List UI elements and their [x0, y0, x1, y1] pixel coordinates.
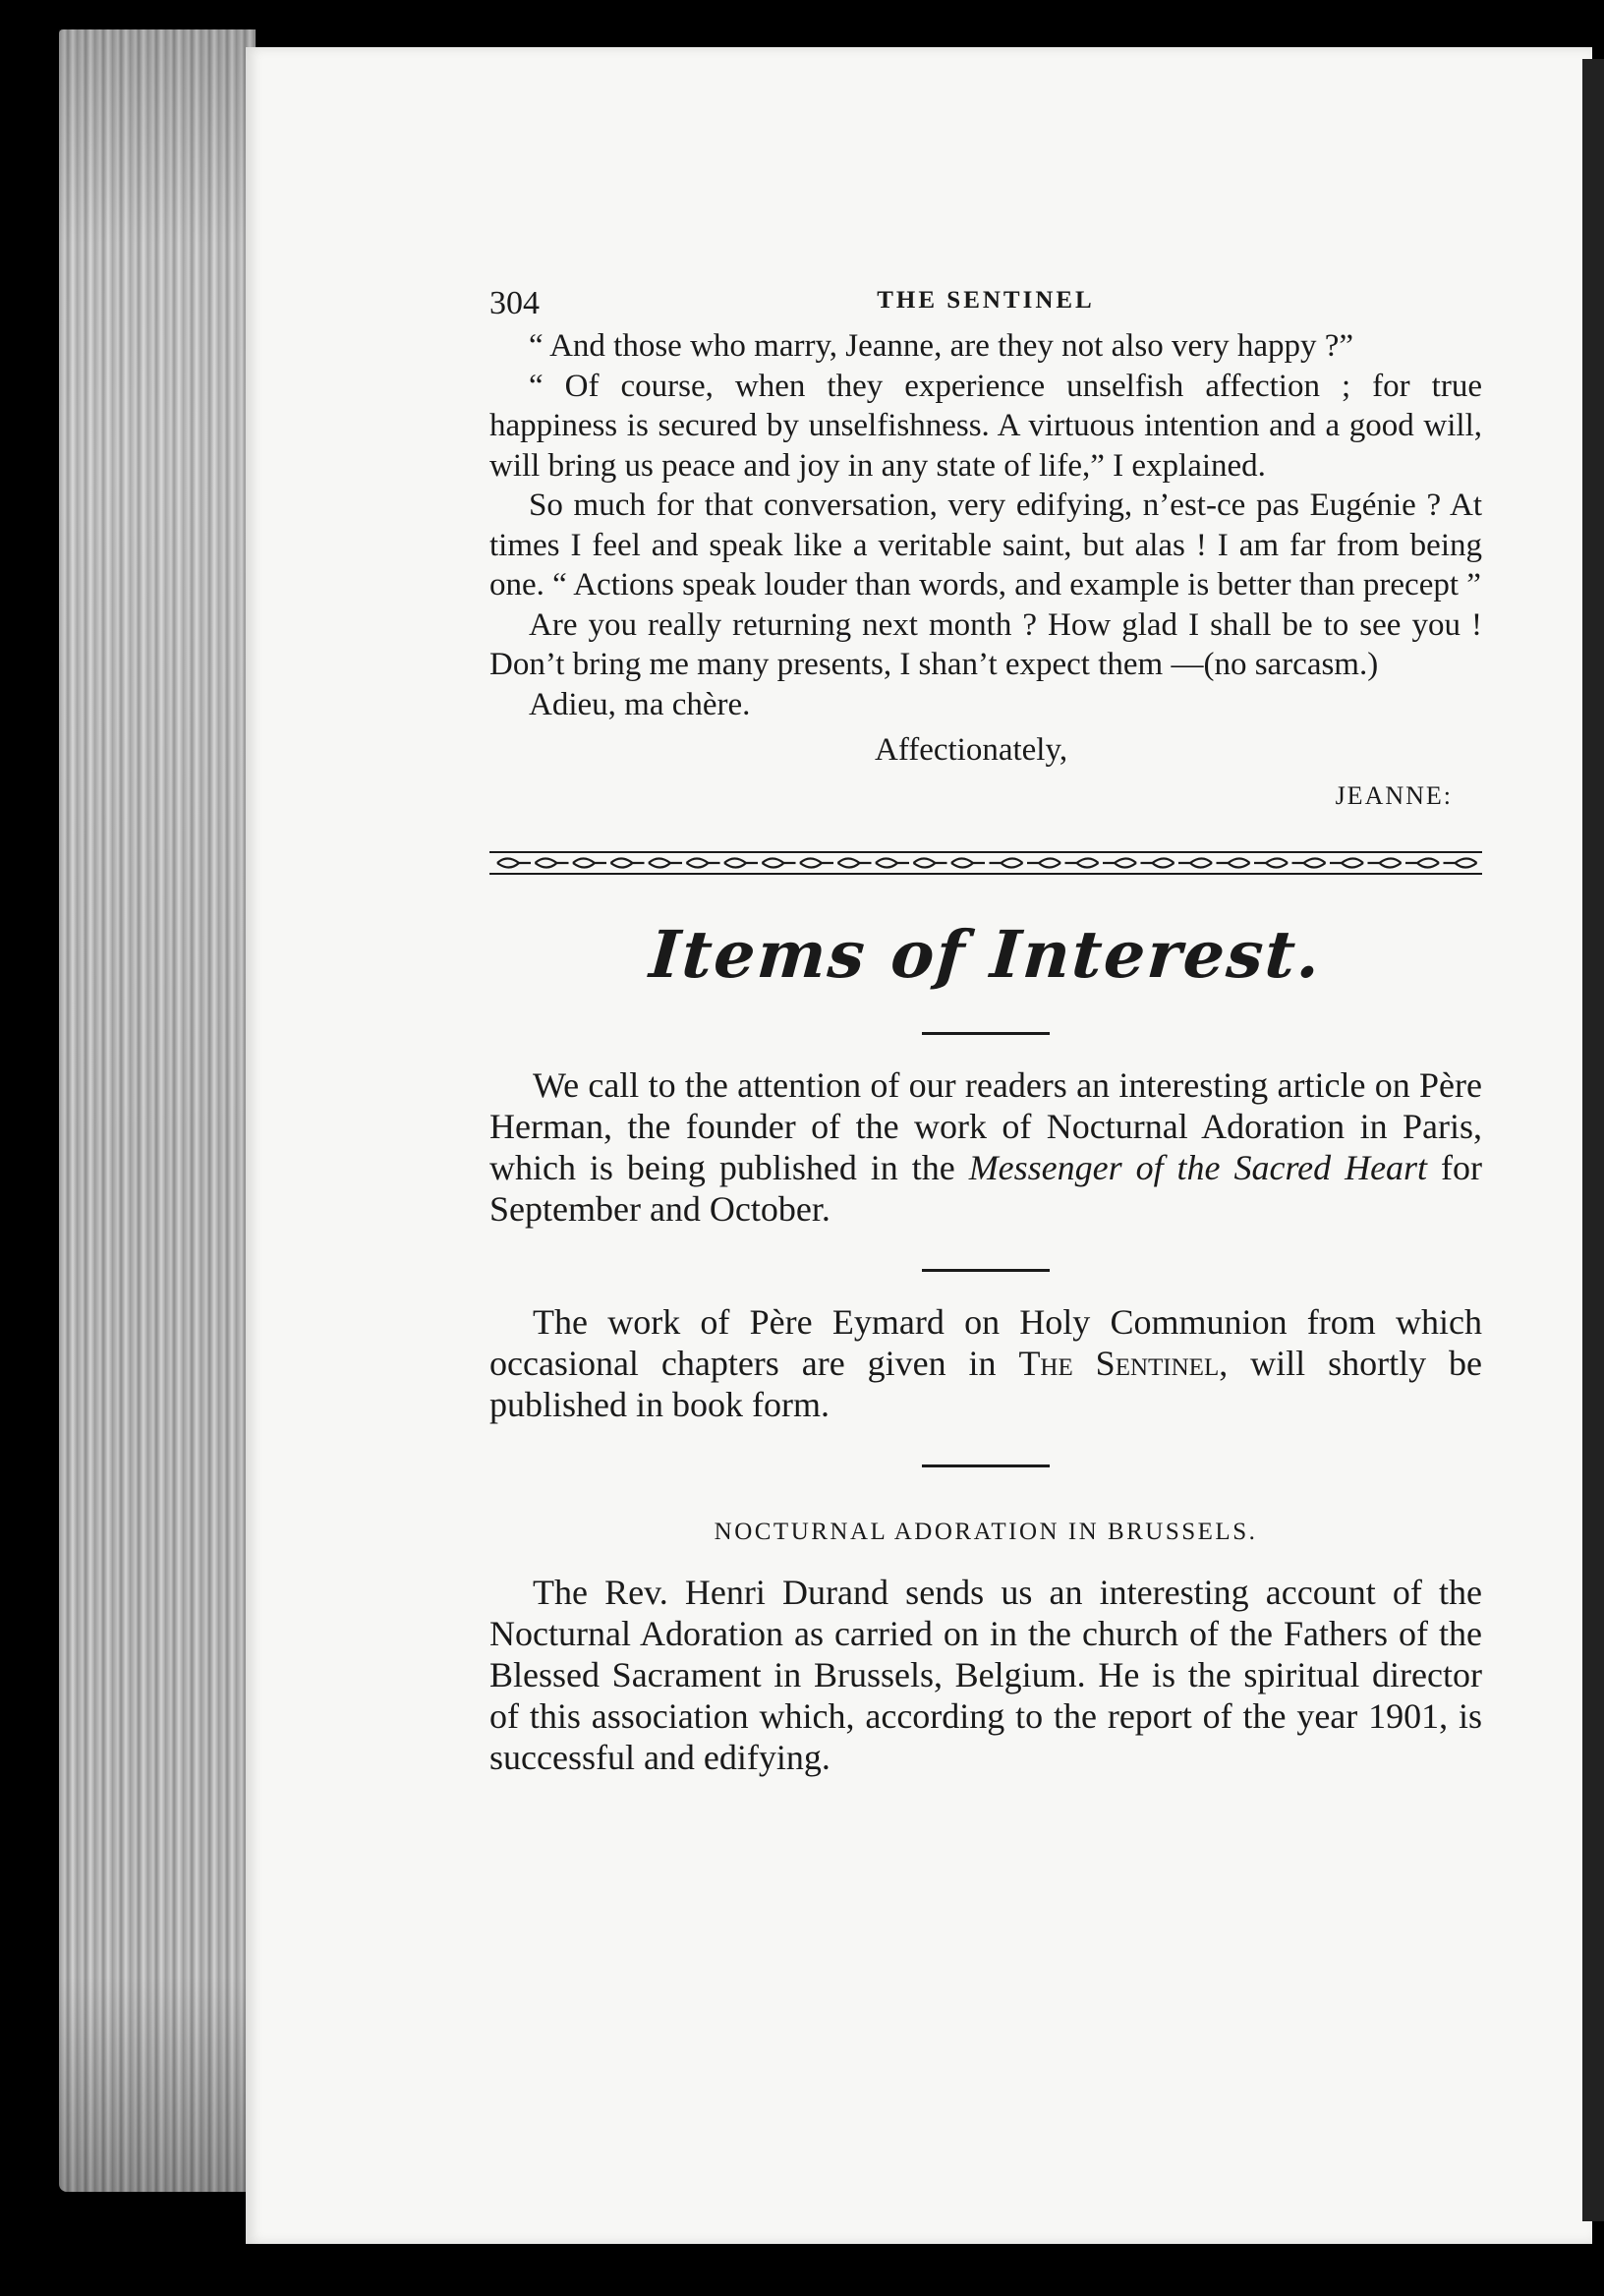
ornament-leaf: [1368, 859, 1402, 868]
letter-paragraph: “ And those who marry, Jeanne, are they not also very happy ?”: [529, 328, 1354, 364]
letter-paragraph: Are you really returning next month ? How glad I shall be to see you ! Don’t bring me many presents, I shan’t expect them —(no sarcasm.): [489, 606, 1482, 682]
short-rule: [922, 1032, 1050, 1035]
news-item-paragraph: [489, 1301, 1482, 1425]
letter-signature: JEANNE:: [1335, 781, 1453, 810]
ornament-leaf: [1065, 859, 1099, 868]
item-text: The work of Père Eymard on Holy Communion from which occasional chapters are given in: [489, 1302, 1482, 1383]
page-text-block: [489, 277, 1482, 1778]
ornament-leaf: [1330, 859, 1363, 868]
letter-paragraph: So much for that conversation, very edifying, n’est-ce pas Eugénie ? At times I feel and speak like a veritable saint, but alas ! I am far from being one. “ Actions speak louder than words, and example is better than precept ”: [489, 488, 1482, 603]
item-text: We call to the attention of our readers an interesting article on Père Herman, the founder of the work of Nocturnal Adoration in Paris, which is being published in the: [489, 1065, 1482, 1187]
ornament-leaf: [536, 859, 569, 868]
ornament-leaf: [951, 859, 985, 868]
ornament-leaf: [1103, 859, 1136, 868]
letter-body: [489, 326, 1482, 724]
ornament-leaf: [611, 859, 645, 868]
ornament-leaf: [497, 859, 531, 868]
letter-closing: Affectionately,: [875, 732, 1068, 768]
news-item-paragraph: The Rev. Henri Durand sends us an interesting account of the Nocturnal Adoration as carried on in the church of the Fathers of the Blessed Sacrament in Brussels, Belgium. He is the spiritual director of this association which, according to the report of the year 1901, is successful and edifying.: [489, 1573, 1482, 1777]
news-item: [489, 1064, 1482, 1230]
ornament-leaf: [800, 859, 833, 868]
letter-paragraph: “ Of course, when they experience unselfish affection ; for true happiness is secured by unselfishness. A virtuous intention and a good will, will bring us peace and joy in any state of life,” I explained.: [489, 368, 1482, 484]
short-rule: [922, 1269, 1050, 1272]
ornament-leaf: [763, 859, 796, 868]
book-page-edges: [59, 29, 256, 2192]
news-item: [489, 1301, 1482, 1425]
item-text: , will shortly be published in book form.: [489, 1344, 1483, 1424]
ornamental-divider: [489, 848, 1482, 878]
facing-page-edge: [1582, 59, 1604, 2221]
publication-name: The Sentinel: [1018, 1344, 1220, 1383]
ornament-leaf: [1444, 859, 1477, 868]
ornament-leaf: [573, 859, 606, 868]
ornament-leaf: [687, 859, 720, 868]
section-title: Items of Interest.: [647, 916, 1325, 993]
ornament-leaf: [724, 859, 758, 868]
ornament-leaf: [876, 859, 909, 868]
subsection-heading: NOCTURNAL ADORATION IN BRUSSELS.: [714, 1519, 1258, 1545]
letter-paragraph: Adieu, ma chère.: [529, 686, 751, 722]
ornament-leaf: [990, 859, 1023, 868]
ornament-leaf: [1254, 859, 1288, 868]
item-text: for September and October.: [489, 1148, 1482, 1229]
ornament-leaf: [1141, 859, 1174, 868]
ornament-leaf: [1292, 859, 1326, 868]
ornament-leaf: [1405, 859, 1439, 868]
ornament-leaf: [1178, 859, 1212, 868]
ornament-leaf: [1217, 859, 1250, 868]
page-number: 304: [489, 285, 540, 321]
ornament-leaf: [914, 859, 947, 868]
running-head: [489, 277, 1482, 326]
publication-title: Messenger of the Sacred Heart: [968, 1148, 1428, 1187]
short-rule: [922, 1464, 1050, 1467]
ornament-leaf: [649, 859, 682, 868]
ornament-leaf: [1027, 859, 1060, 868]
running-title: THE SENTINEL: [877, 287, 1095, 314]
items-of-interest: [489, 1064, 1482, 1778]
news-item: [489, 1572, 1482, 1778]
ornament-leaf: [838, 859, 872, 868]
news-item-paragraph: [489, 1064, 1482, 1230]
